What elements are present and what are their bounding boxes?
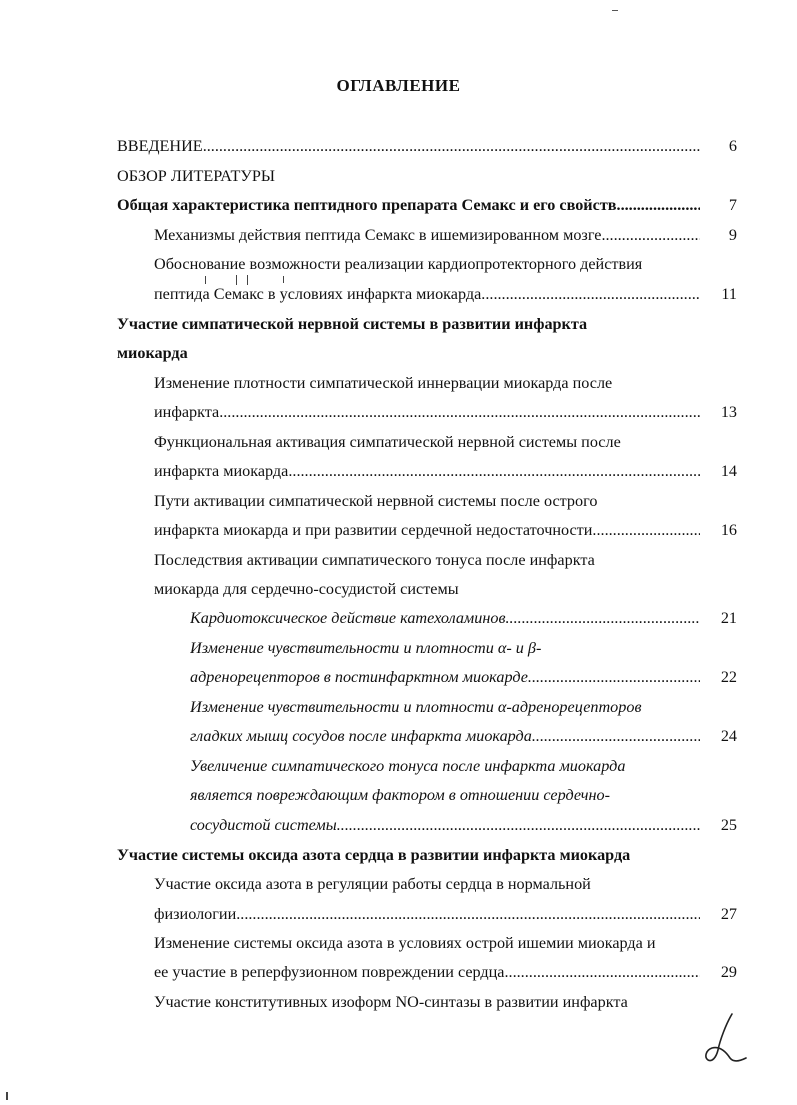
toc-entry-semax-brain: Механизмы действия пептида Семакс в ишемизированном мозге ..... [154,225,700,245]
scan-mark [6,1092,8,1100]
toc-entry-tone-increase-cont: является повреждающим фактором в отношении сердечно- [190,786,611,804]
scan-mark [236,275,237,285]
page-number: 22 [720,668,737,686]
toc-entry-innervation: Изменение плотности симпатической иннервации миокарда после [154,374,613,392]
toc-entry-cardioprotective: Обоснование возможности реализации кардиопротекторного действия [154,255,643,273]
toc-entry-activation-paths-cont: инфаркта миокарда и при развитии сердечной недостаточности ..... [154,520,700,540]
page-number: 11 [721,285,737,303]
toc-entry-no-ischemia-cont: ее участие в реперфузионном повреждении сердца ..... [154,962,700,982]
toc-entry-tone-increase: Увеличение симпатического тонуса после инфаркта миокарда [190,757,626,775]
page-number: 6 [728,137,737,155]
toc-entry-receptors-cont: адренорецепторов в постинфарктном миокарде ..... [190,667,700,687]
scan-mark [247,275,248,285]
page-number: 25 [720,816,737,834]
toc-entry-cardioprotective-cont: пептида Семакс в условиях инфаркта миокарда ..... [154,284,700,304]
toc-entry-introduction: ВВЕДЕНИЕ ..... [117,136,700,156]
page-number: 24 [720,727,737,745]
page-number: 13 [720,403,737,421]
toc-entry-no-regulation-cont: физиологии ..... [154,904,700,924]
page-number: 7 [728,196,737,214]
toc-entry-section-semax: Общая характеристика пептидного препарата Семакс и его свойств ..... [117,195,700,215]
page-number: 29 [720,963,737,981]
toc-entry-no-regulation: Участие оксида азота в регуляции работы сердца в нормальной [154,875,591,893]
toc-entry-functional-activation: Функциональная активация симпатической нервной системы после [154,433,621,451]
toc-entry-innervation-cont: инфаркта ..... [154,402,700,422]
page-number: 14 [720,462,737,480]
toc-entry-consequences-cont: миокарда для сердечно-сосудистой системы [154,580,459,598]
scan-mark [205,276,206,284]
page-number: 9 [728,226,737,244]
page-number: 21 [720,609,737,627]
toc-entry-alpha-receptors-cont: гладких мышц сосудов после инфаркта миокарда ..... [190,726,700,746]
scan-mark [612,10,618,11]
toc-entry-section-sympathetic: Участие симпатической нервной системы в развитии инфаркта [117,315,588,333]
toc-entry-section-nitric-oxide: Участие системы оксида азота сердца в развитии инфаркта миокарда [117,846,631,864]
page-title: ОГЛАВЛЕНИЕ [336,76,461,95]
toc-entry-activation-paths: Пути активации симпатической нервной системы после острого [154,492,598,510]
toc-entry-no-ischemia: Изменение системы оксида азота в условиях острой ишемии миокарда и [154,934,656,952]
toc-entry-section-sympathetic-cont: миокарда [117,344,188,362]
toc-entry-tone-increase-cont2: сосудистой системы ..... [190,815,700,835]
toc-entry-functional-activation-cont: инфаркта миокарда ..... [154,461,700,481]
toc-entry-literature-review: ОБЗОР ЛИТЕРАТУРЫ [117,167,275,185]
page-number: 27 [720,905,737,923]
toc-entry-alpha-receptors: Изменение чувствительности и плотности α-адренорецепторов [190,698,642,716]
toc-entry-receptors: Изменение чувствительности и плотности α- и β- [190,639,542,657]
toc-entry-cardiotoxic: Кардиотоксическое действие катехоламинов ..... [190,608,700,628]
toc-entry-consequences: Последствия активации симпатического тонуса после инфаркта [154,551,595,569]
page-number: 16 [720,521,737,539]
scan-mark [283,276,284,283]
handwritten-signature-icon [702,1010,752,1065]
toc-entry-no-synthase: Участие конститутивных изоформ NO-синтазы в развитии инфаркта [154,993,628,1011]
